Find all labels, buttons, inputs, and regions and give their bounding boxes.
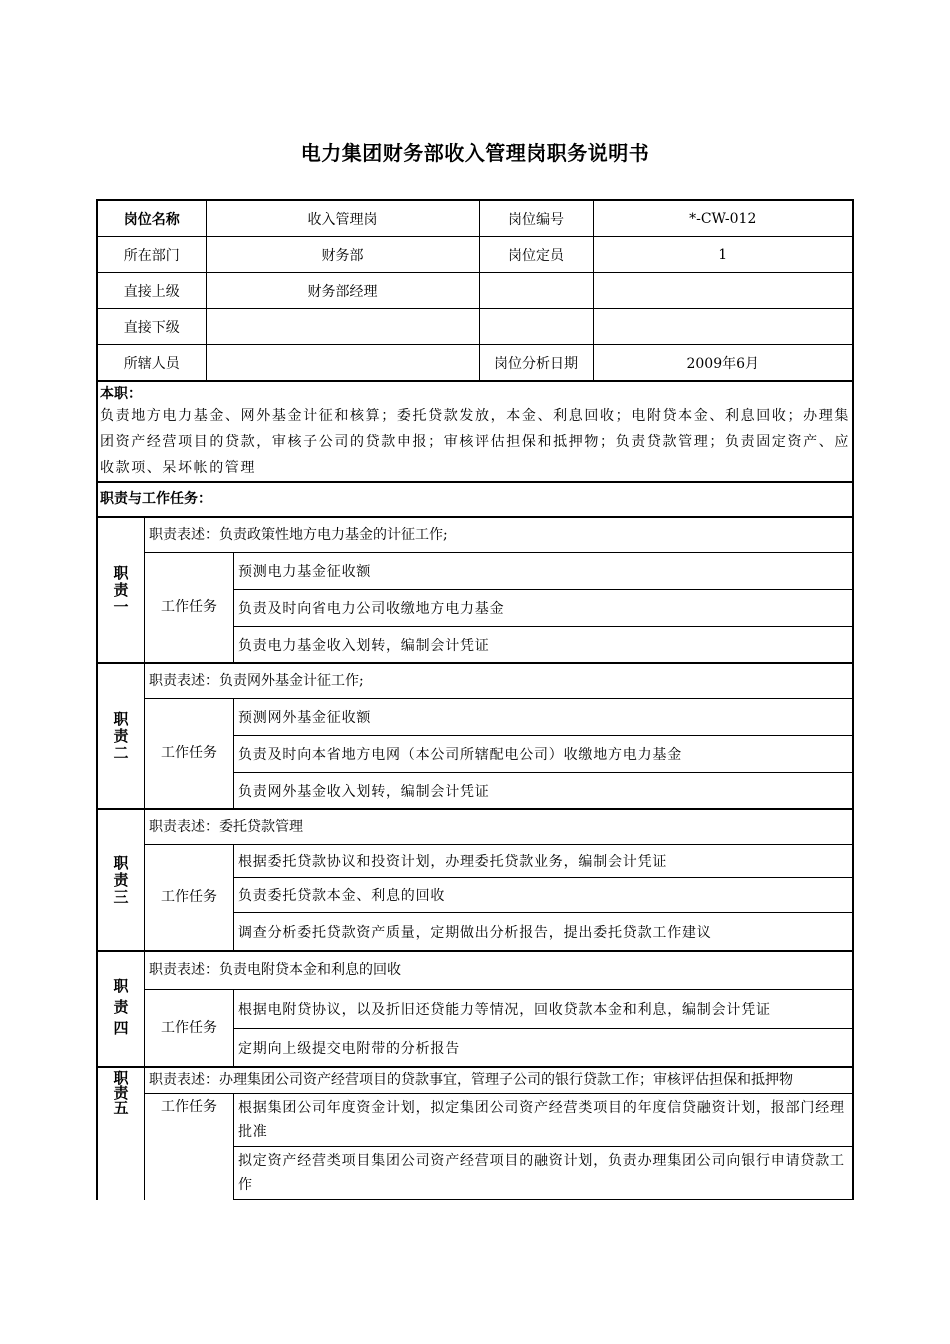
task-item: 负责及时向省电力公司收缴地方电力基金 — [234, 590, 852, 627]
value-staff-under — [206, 345, 479, 381]
task-group — [145, 845, 852, 950]
task-label: 工作任务 — [145, 990, 234, 1066]
task-item: 预测网外基金征收额 — [234, 699, 852, 736]
task-item: 负责及时向本省地方电网（本公司所辖配电公司）收缴地方电力基金 — [234, 736, 852, 773]
info-row — [98, 273, 852, 309]
label-analysis-date: 岗位分析日期 — [479, 345, 593, 381]
duty-label-cell — [98, 952, 145, 1066]
duty-section — [98, 1066, 852, 1200]
task-item: 根据集团公司年度资金计划，拟定集团公司资产经营类项目的年度信贷融资计划，报部门经理批准 — [234, 1094, 852, 1147]
duty-section — [98, 950, 852, 1066]
duty-label-cell — [98, 518, 145, 662]
task-item: 根据委托贷款协议和投资计划，办理委托贷款业务，编制会计凭证 — [234, 845, 852, 878]
duty-label: 职责一 — [111, 564, 130, 616]
duty-label-cell — [98, 664, 145, 808]
task-group — [145, 990, 852, 1066]
task-item: 调查分析委托贷款资产质量，定期做出分析报告，提出委托贷款工作建议 — [238, 924, 712, 941]
value-headcount: 1 — [593, 237, 852, 273]
task-label: 工作任务 — [145, 845, 234, 950]
label-position-name: 岗位名称 — [98, 201, 206, 237]
task-item: 负责网外基金收入划转，编制会计凭证 — [238, 783, 490, 800]
duty-section — [98, 662, 852, 808]
task-label: 工作任务 — [145, 699, 234, 808]
task-item: 负责委托贷款本金、利息的回收 — [234, 878, 852, 913]
duty-section — [98, 808, 852, 950]
empty-cell — [593, 273, 852, 309]
duty-description: 职责表述：委托贷款管理 — [145, 810, 852, 845]
primary-responsibility-text: 负责地方电力基金、网外基金计征和核算；委托贷款发放，本金、利息回收；电附贷本金、利息回收；办理集团资产经营项目的贷款，审核子公司的贷款申报；审核评估担保和抵押物；负责贷款管理；负责固定资产、应收款项、呆坏帐的管理 — [100, 408, 850, 476]
duty-description: 职责表述：负责电附贷本金和利息的回收 — [145, 952, 852, 990]
label-direct-subordinate: 直接下级 — [98, 309, 206, 345]
task-item: 预测电力基金征收额 — [234, 553, 852, 590]
task-group — [145, 1094, 852, 1200]
task-item: 定期向上级提交电附带的分析报告 — [238, 1040, 460, 1057]
document-title: 电力集团财务部收入管理岗职务说明书 — [300, 141, 650, 165]
task-item: 负责电力基金收入划转，编制会计凭证 — [238, 637, 490, 654]
value-direct-subordinate — [206, 309, 479, 345]
info-row — [98, 201, 852, 237]
primary-responsibility-heading: 本职： — [100, 386, 142, 402]
duty-label: 职责四 — [111, 977, 130, 1041]
duty-description: 职责表述：办理集团公司资产经营项目的贷款事宜，管理子公司的银行贷款工作；审核评估担保和抵押物 — [145, 1068, 852, 1094]
duty-description: 职责表述：负责政策性地方电力基金的计征工作; — [145, 518, 852, 553]
task-label: 工作任务 — [145, 1094, 234, 1200]
info-row — [98, 309, 852, 345]
empty-cell — [479, 309, 593, 345]
empty-cell — [593, 309, 852, 345]
task-group — [145, 553, 852, 662]
value-direct-superior: 财务部经理 — [206, 273, 479, 309]
empty-cell — [479, 273, 593, 309]
task-item: 根据电附贷协议，以及折旧还贷能力等情况，回收贷款本金和利息，编制会计凭证 — [234, 990, 852, 1029]
duty-label: 职责五 — [111, 1070, 130, 1115]
primary-responsibility — [98, 381, 852, 481]
task-group — [145, 699, 852, 808]
duties-heading: 职责与工作任务： — [98, 481, 852, 516]
label-position-code: 岗位编号 — [479, 201, 593, 237]
duty-label-cell — [98, 810, 145, 950]
label-department: 所在部门 — [98, 237, 206, 273]
duty-label-cell — [98, 1068, 145, 1200]
basic-info-table — [98, 201, 852, 381]
label-staff-under: 所辖人员 — [98, 345, 206, 381]
duty-label: 职责二 — [111, 710, 130, 762]
duty-section — [98, 516, 852, 662]
info-row — [98, 237, 852, 273]
duty-label: 职责三 — [111, 854, 130, 906]
task-item: 拟定资产经营类项目集团公司资产经营项目的融资计划，负责办理集团公司向银行申请贷款工作 — [234, 1147, 852, 1200]
duty-description: 职责表述：负责网外基金计征工作; — [145, 664, 852, 699]
value-department: 财务部 — [206, 237, 479, 273]
label-headcount: 岗位定员 — [479, 237, 593, 273]
value-position-code: *-CW-012 — [593, 201, 852, 237]
label-direct-superior: 直接上级 — [98, 273, 206, 309]
info-row — [98, 345, 852, 381]
task-label: 工作任务 — [145, 553, 234, 662]
job-description-form — [96, 199, 854, 1200]
value-position-name: 收入管理岗 — [206, 201, 479, 237]
value-analysis-date: 2009年6月 — [593, 345, 852, 381]
